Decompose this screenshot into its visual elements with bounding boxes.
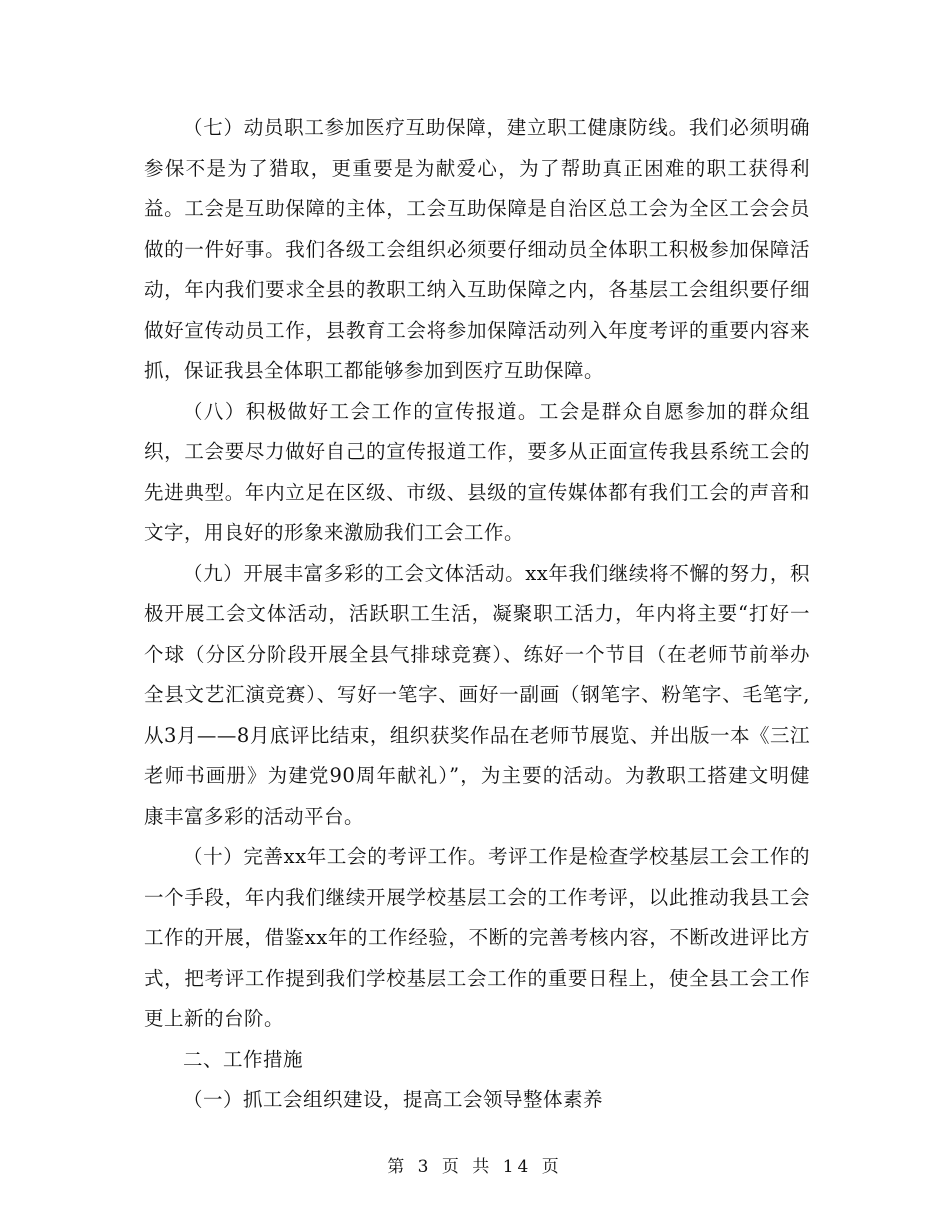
section-heading-measures: 二、工作措施 <box>183 1047 304 1071</box>
document-body <box>144 108 810 1121</box>
paragraph-item-10: （十）完善xx年工会的考评工作。考评工作是检查学校基层工会工作的一个手段，年内我们继续开展学校基层工会的工作考评，以此推动我县工会工作的开展，借鉴xx年的工作经验，不断的完善考核内容，不断改进评比方式，把考评工作提到我们学校基层工会工作的重要日程上，使全县工会工作更上新的台阶。 <box>144 845 810 1030</box>
paragraph-item-9: （九）开展丰富多彩的工会文体活动。xx年我们继续将不懈的努力，积极开展工会文体活动，活跃职工生活，凝聚职工活力，年内将主要“打好一个球（分区分阶段开展全县气排球竞赛）、练好一个节目（在老师节前举办全县文艺汇演竞赛）、写好一笔字、画好一副画（钢笔字、粉笔字、毛笔字,从3月——8月底评比结束，组织获奖作品在老师节展览、并出版一本《三江老师书画册》为建党90周年献礼）”，为主要的活动。为教职工搭建文明健康丰富多彩的活动平台。 <box>144 561 810 828</box>
paragraph-item-7: （七）动员职工参加医疗互助保障，建立职工健康防线。我们必须明确参保不是为了猎取，更重要是为献爱心，为了帮助真正困难的职工获得利益。工会是互助保障的主体，工会互助保障是自治区总工会为全区工会会员做的一件好事。我们各级工会组织必须要仔细动员全体职工积极参加保障活动，年内我们要求全县的教职工纳入互助保障之内，各基层工会组织要仔细做好宣传动员工作，县教育工会将参加保障活动列入年度考评的重要内容来抓，保证我县全体职工都能够参加到医疗互助保障。 <box>144 116 810 382</box>
page-footer: 第 3 页 共 14 页 <box>387 1157 563 1177</box>
paragraph-item-8: （八）积极做好工会工作的宣传报道。工会是群众自愿参加的群众组织，工会要尽力做好自己的宣传报道工作，要多从正面宣传我县系统工会的先进典型。年内立足在区级、市级、县级的宣传媒体都有我们工会的声音和文字，用良好的形象来激励我们工会工作。 <box>144 399 810 544</box>
subsection-heading-1: （一）抓工会组织建设，提高工会领导整体素养 <box>183 1088 604 1111</box>
